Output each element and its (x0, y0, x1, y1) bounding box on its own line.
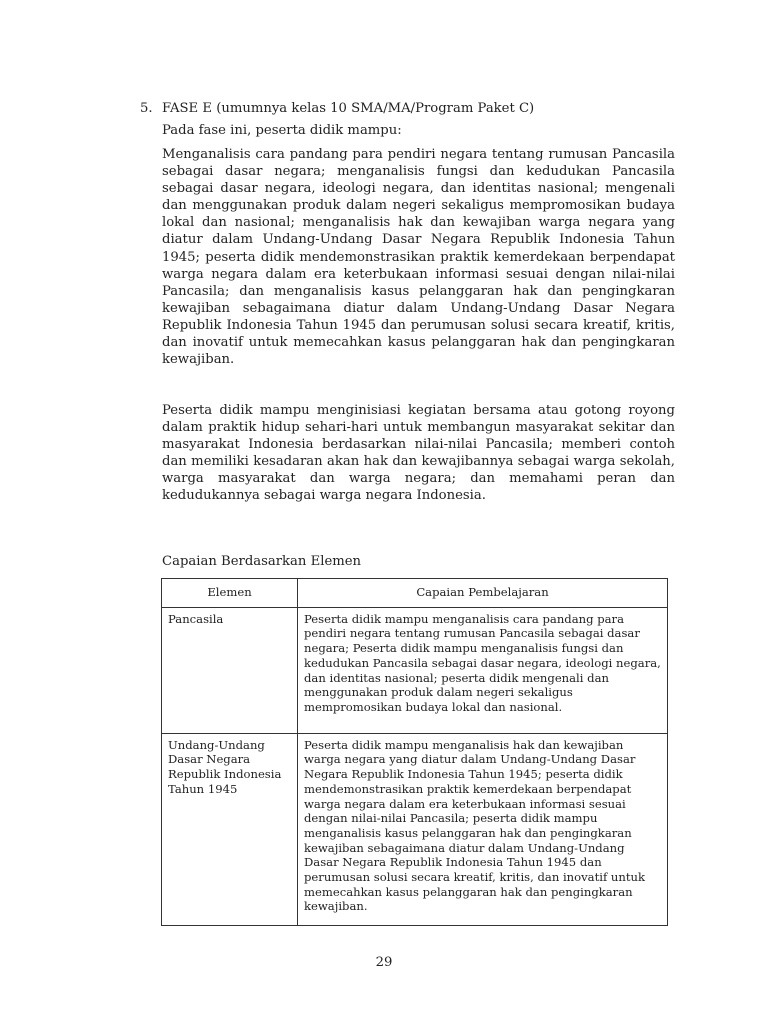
section-title: FASE E (umumnya kelas 10 SMA/MA/Program Paket C) (162, 101, 535, 116)
element-cell: Pancasila (162, 607, 298, 733)
achievement-table (161, 578, 668, 926)
achievement-cell: Peserta didik mampu menganalisis cara pandang para pendiri negara tentang rumusan Pancasila sebagai dasar negara; Peserta didik mampu menganalisis fungsi dan kedudukan Pancasila sebagai dasar negara, ideologi negara, dan identitas nasional; peserta didik mengenali dan menggunakan produk dalam negeri sekaligus mempromosikan budaya lokal dan nasional. (298, 607, 668, 733)
body-paragraph-1: Menganalisis cara pandang para pendiri negara tentang rumusan Pancasila sebagai dasar negara; menganalisis fungsi dan kedudukan Pancasila sebagai dasar negara, ideologi negara, dan identitas nasional; mengenali dan menggunakan produk dalam negeri sekaligus mempromosikan budaya lokal dan nasional; menganalisis hak dan kewajiban warga negara yang diatur dalam Undang-Undang Dasar Negara Republik Indonesia Tahun 1945; peserta didik mendemonstrasikan praktik kemerdekaan berpendapat warga negara dalam era keterbukaan informasi sesuai dengan nilai-nilai Pancasila; dan menganalisis kasus pelanggaran hak dan pengingkaran kewajiban sebagaimana diatur dalam Undang-Undang Dasar Negara Republik Indonesia Tahun 1945 dan perumusan solusi secara kreatif, kritis, dan inovatif untuk memecahkan kasus pelanggaran hak dan pengingkaran kewajiban. (162, 147, 675, 368)
body-paragraph-2: Peserta didik mampu menginisiasi kegiatan bersama atau gotong royong dalam praktik hidup sehari-hari untuk membangun masyarakat sekitar dan masyarakat Indonesia berdasarkan nilai-nilai Pancasila; memberi contoh dan memiliki kesadaran akan hak dan kewajibannya sebagai warga sekolah, warga masyarakat dan warga negara; dan memahami peran dan kedudukannya sebagai warga negara Indonesia. (162, 403, 675, 504)
section-intro: Pada fase ini, peserta didik mampu: (162, 123, 402, 138)
page-number: 29 (375, 955, 393, 970)
section-number: 5. (140, 101, 153, 116)
table-header-row (162, 579, 668, 608)
table-caption: Capaian Berdasarkan Elemen (162, 554, 362, 569)
achievement-cell: Peserta didik mampu menganalisis hak dan kewajiban warga negara yang diatur dalam Undang-Undang Dasar Negara Republik Indonesia Tahun 1945; peserta didik mendemonstrasikan praktik kemerdekaan berpendapat warga negara dalam era keterbukaan informasi sesuai dengan nilai-nilai Pancasila; peserta didik mampu menganalisis kasus pelanggaran hak dan pengingkaran kewajiban sebagaimana diatur dalam Undang-Undang Dasar Negara Republik Indonesia Tahun 1945 dan perumusan solusi secara kreatif, kritis, dan inovatif untuk memecahkan kasus pelanggaran hak dan pengingkaran kewajiban. (298, 733, 668, 925)
table-row (162, 607, 668, 733)
header-achievement: Capaian Pembelajaran (298, 579, 668, 608)
header-element: Elemen (162, 579, 298, 608)
element-cell: Undang-Undang Dasar Negara Republik Indonesia Tahun 1945 (162, 733, 298, 925)
section-heading (140, 100, 534, 118)
table-row (162, 733, 668, 925)
